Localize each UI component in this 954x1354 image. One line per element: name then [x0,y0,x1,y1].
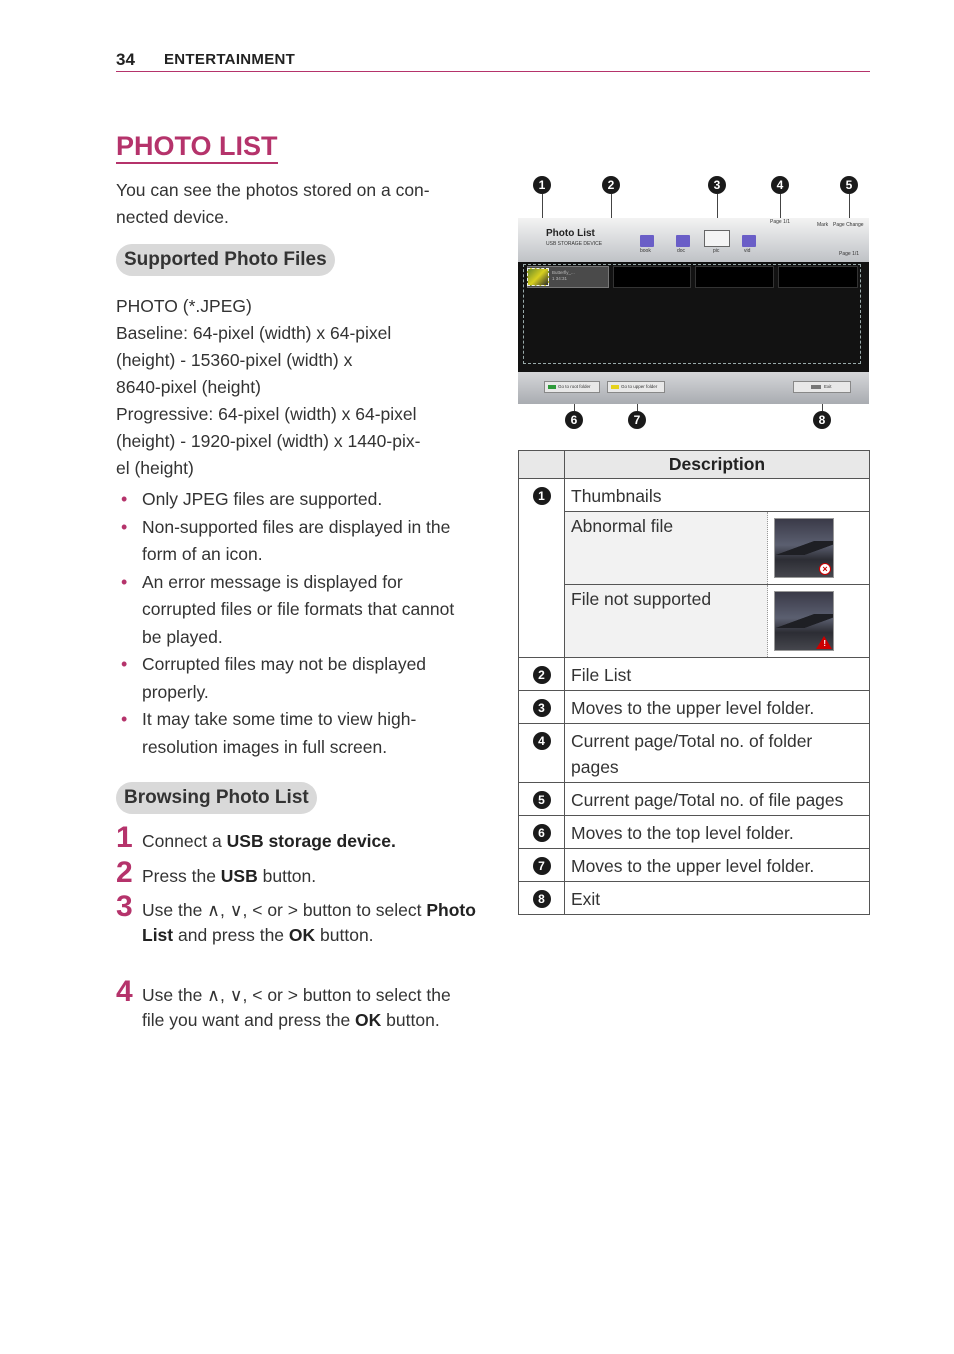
page-header [116,48,870,72]
table-row-number: 3 [519,691,565,724]
abnormal-file-image [768,512,870,585]
description-table [518,450,870,915]
abnormal-file-label: Abnormal file [565,512,768,585]
spec-line: 8640-pixel (height) [116,377,261,397]
callout-3: 3 [708,176,726,194]
photo-thumbnail[interactable] [527,268,549,286]
file-page-indicator: Page 1/1 [839,251,860,257]
file-caption: Butterfly_... 1 34:31 [552,270,575,281]
step-3: 3 Use the ∧, ∨, < or > button to select Photo List and press the OK button. [116,890,476,945]
page-change-label[interactable]: Page Change [833,222,864,228]
table-row-text: Thumbnails [565,479,870,512]
folder-label: book [640,248,651,254]
exit-key-icon [811,385,821,389]
step-number: 1 [116,821,133,854]
page-number: 34 [116,50,135,69]
browsing-heading: Browsing Photo List [116,782,317,814]
note-item: • It may take some time to view high-resolution images in full screen. [116,706,476,761]
table-row-text: Current page/Total no. of file pages [565,783,870,816]
table-row-number: 4 [519,724,565,783]
file-cell[interactable] [613,266,691,288]
step-number: 4 [116,975,133,1008]
folder-icon[interactable] [640,235,654,247]
table-header-description: Description [565,451,870,479]
callout-7: 7 [628,411,646,429]
callout-5: 5 [840,176,858,194]
callout-4: 4 [771,176,789,194]
section-title: ENTERTAINMENT [164,51,296,68]
folder-icon[interactable] [742,235,756,247]
error-x-icon: × [819,563,831,575]
note-item: • Corrupted files may not be displayed properly. [116,651,476,706]
unsupported-file-label: File not supported [565,585,768,658]
table-row-text: Moves to the top level folder. [565,816,870,849]
supported-files-heading: Supported Photo Files [116,244,335,276]
unsupported-file-image [768,585,870,658]
table-row-number: 2 [519,658,565,691]
upper-folder-icon[interactable] [704,230,730,247]
abnormal-thumbnail-image [774,518,834,578]
folder-icon[interactable] [676,235,690,247]
upper-folder-button[interactable]: Go to upper folder [607,381,665,393]
table-row-text: Moves to the upper level folder. [565,691,870,724]
table-row-text: Moves to the upper level folder. [565,849,870,882]
spec-line: Baseline: 64-pixel (width) x 64-pixel [116,323,392,343]
mark-label[interactable]: Mark [817,222,829,228]
supported-notes [116,486,476,761]
folder-page-indicator: Page 1/1 [770,219,791,225]
root-folder-button[interactable]: Go to root folder [544,381,600,393]
table-row-number: 5 [519,783,565,816]
unsupported-thumbnail-image: ! [774,591,834,651]
table-row-text: File List [565,658,870,691]
step-1: 1 Connect a USB storage device. [116,821,396,854]
green-key-icon [548,385,556,389]
folder-label: doc [677,248,686,254]
table-row-number: 7 [519,849,565,882]
spec-line: PHOTO (*.JPEG) [116,296,252,316]
spec-line: (height) - 15360-pixel (width) x [116,350,353,370]
page-title: PHOTO LIST [116,130,278,164]
spec-line: Progressive: 64-pixel (width) x 64-pixel [116,404,417,424]
supported-specs [116,293,476,482]
folder-label: vid [744,248,751,254]
step-4: 4 Use the ∧, ∨, < or > button to select the file you want and press the OK button. [116,975,451,1030]
callout-2: 2 [602,176,620,194]
exit-button[interactable]: Exit [793,381,851,393]
note-item: • An error message is displayed for corrupted files or file formats that cannot be played. [116,569,476,652]
intro-text: You can see the photos stored on a con- nected device. [116,180,430,227]
step-number: 2 [116,856,133,889]
step-number: 3 [116,890,133,923]
folder-label: pic [713,248,720,254]
spec-line: el (height) [116,458,194,478]
table-row-number: 1 [519,479,565,658]
callout-6: 6 [565,411,583,429]
file-cell[interactable] [695,266,774,288]
callout-8: 8 [813,411,831,429]
note-item: • Non-supported files are displayed in the form of an icon. [116,514,476,569]
table-row-text: Current page/Total no. of folder pages [565,724,870,783]
table-row-number: 8 [519,882,565,915]
spec-line: (height) - 1920-pixel (width) x 1440-pix- [116,431,421,451]
table-header-blank [519,451,565,479]
callout-line [780,194,781,220]
photo-list-screen [518,218,869,404]
file-cell[interactable] [778,266,858,288]
callout-1: 1 [533,176,551,194]
table-row-number: 6 [519,816,565,849]
screen-subtitle: USB STORAGE DEVICE [546,241,603,247]
yellow-key-icon [611,385,619,389]
table-row-text: Exit [565,882,870,915]
note-item: • Only JPEG files are supported. [116,486,476,514]
step-2: 2 Press the USB button. [116,856,317,889]
screen-title: Photo List [546,228,595,239]
